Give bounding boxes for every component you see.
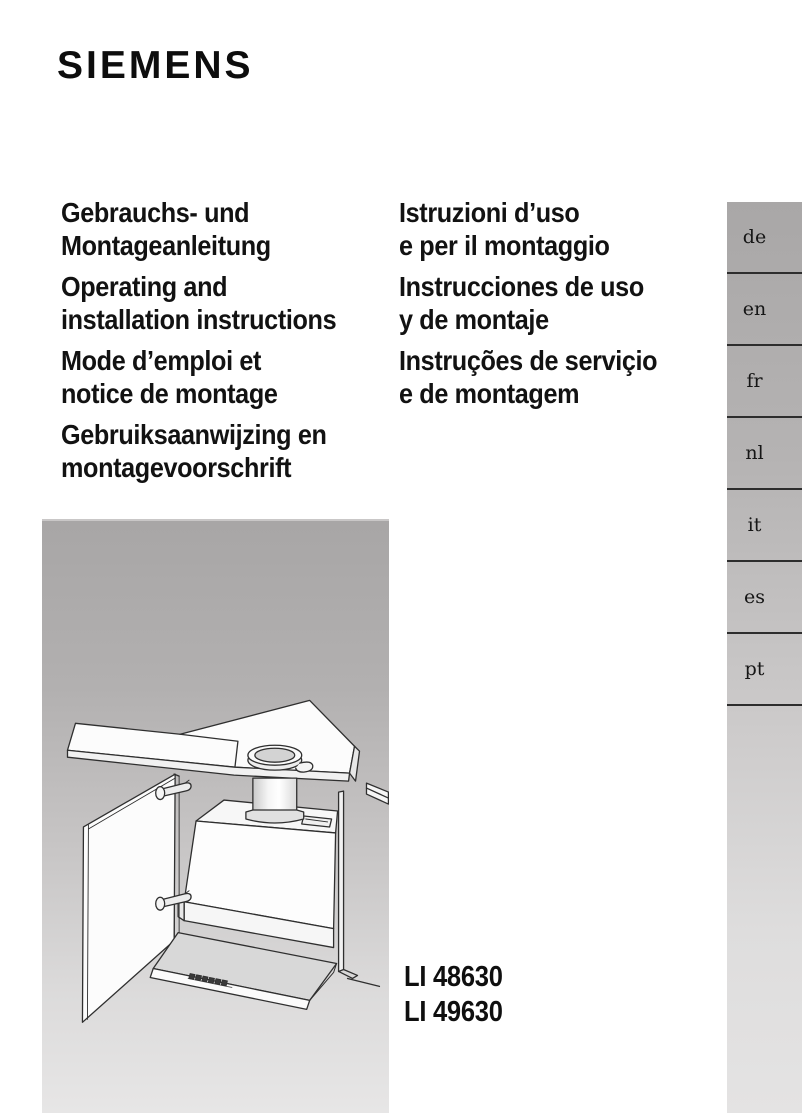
title-line: Gebruiksaanwijzing en [61,419,327,450]
cover-illustration [42,519,389,1113]
title-spanish [399,271,723,336]
title-line: Instruções de serviçio [399,345,658,376]
model-line: LI 48630 [404,961,503,993]
language-tab-strip [727,202,802,1113]
title-line: e per il montaggio [399,229,610,261]
title-line: e de montagem [399,377,580,409]
title-line: Gebrauchs- und [61,197,250,228]
title-line: y de montaje [399,303,549,335]
title-line: Mode d’emploi et [61,345,262,376]
adjacent-cabinet-edge [366,783,388,804]
title-line: notice de montage [61,377,278,409]
title-german [61,197,385,262]
title-english [61,271,385,336]
pull-out-visor [150,933,336,1010]
title-italian [399,197,723,262]
language-tab-it: it [727,490,802,562]
language-tab-fr: fr [727,346,802,418]
title-french [61,345,385,410]
title-line: montagevoorschrift [61,451,292,483]
model-numbers [404,960,503,1030]
title-portuguese [399,345,723,410]
model-line: LI 49630 [404,996,503,1028]
title-column-right [399,197,723,419]
duct-pipe [246,778,304,823]
language-tab-nl: nl [727,418,802,490]
title-line: installation instructions [61,303,337,335]
language-tab-es: es [727,562,802,634]
worktop [68,700,360,781]
cover-illustration-drawing [42,521,389,1113]
language-tab-en: en [727,274,802,346]
title-dutch [61,419,385,484]
siemens-logo: SIEMENS [57,44,254,87]
cabinet-side-panel [339,791,380,986]
title-line: Instrucciones de uso [399,271,644,302]
language-tab-pt: pt [727,634,802,706]
title-line: Operating and [61,271,228,302]
title-column-left [61,197,385,493]
language-tab-de: de [727,202,802,274]
title-line: Istruzioni d’uso [399,197,580,228]
title-line: Montageanleitung [61,229,271,261]
